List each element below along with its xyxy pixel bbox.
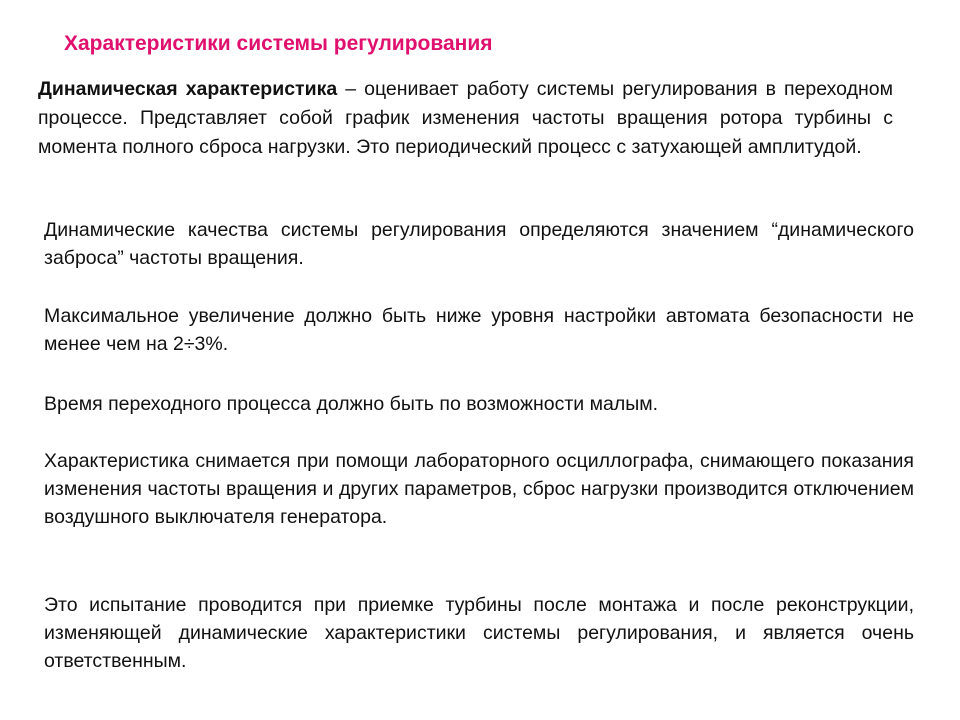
intro-paragraph bbox=[38, 75, 893, 162]
intro-term: Динамическая характеристика bbox=[38, 78, 338, 100]
paragraph-max-increase: Максимальное увеличение должно быть ниже уровня настройки автомата безопасности не менее чем на 2÷3%. bbox=[44, 305, 914, 355]
slide-title: Характеристики системы регулирования bbox=[64, 32, 493, 55]
paragraph-transient-time: Время переходного процесса должно быть по возможности малым. bbox=[44, 393, 659, 415]
paragraph-oscillograph: Характеристика снимается при помощи лабораторного осциллографа, снимающего показания изменения частоты вращения и других параметров, сброс нагрузки производится отключением воздушного выключателя генератора. bbox=[44, 450, 914, 528]
intro-text: – оценивает работу системы регулирования в переходном процессе. Представляет собой график изменения частоты вращения ротора турбины с момента полного сброса нагрузки. Это периодический процесс с затухающей амплитудой. bbox=[38, 78, 893, 158]
paragraph-dynamic-quality: Динамические качества системы регулирования определяются значением “динамического заброса” частоты вращения. bbox=[44, 219, 914, 269]
paragraph-acceptance-test: Это испытание проводится при приемке турбины после монтажа и после реконструкции, изменяющей динамические характеристики системы регулирования, и является очень ответственным. bbox=[44, 594, 914, 672]
